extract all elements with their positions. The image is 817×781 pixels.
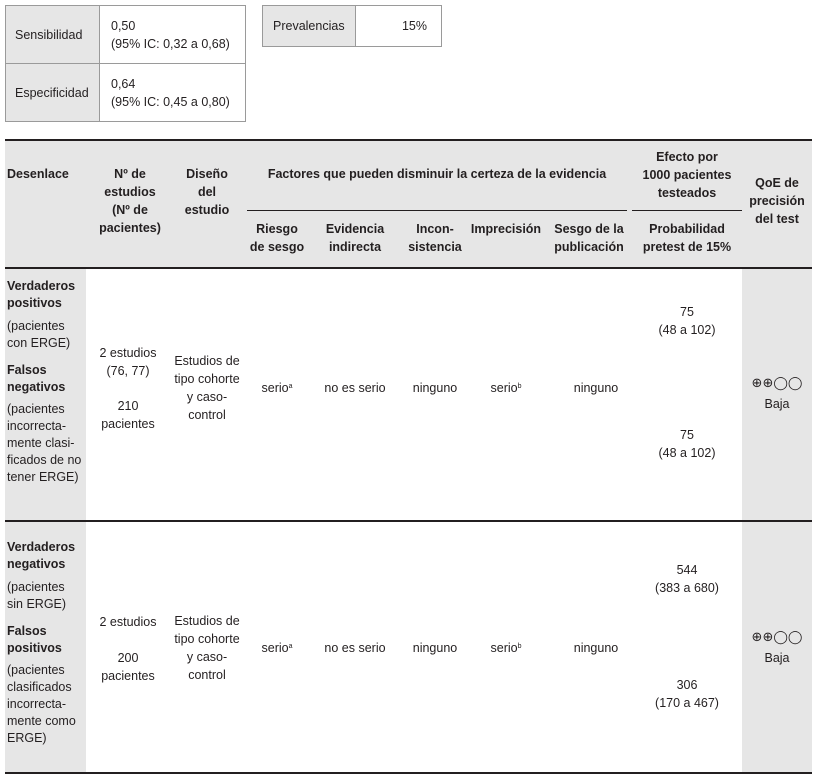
qoe-rating-icon: ⊕⊕◯◯	[751, 630, 803, 645]
row1-indirect: no es serio	[324, 381, 386, 395]
row1-design: Estudios de tipo cohorte y caso- control	[174, 354, 240, 422]
sensitivity-value: 0,50 (95% IC: 0,32 a 0,68)	[99, 5, 246, 64]
header-top-rule	[5, 139, 812, 141]
header-effect: Efecto por 1000 pacientes testeados	[642, 150, 732, 200]
row2-outcome: Verdaderos negativos (pacientes sin ERGE) Falsos positivos (pacientes clasificados incorrecta- mente como ERGE)	[7, 540, 76, 745]
row2-risk: serio$^a$	[261, 641, 293, 655]
header-qoe: QoE de precisión del test	[749, 176, 805, 226]
row1-studies: 2 estudios (76, 77) 210 pacientes	[99, 346, 157, 431]
header-inconsistency: Incon- sistencia	[408, 222, 462, 254]
row2-qoe: ⊕⊕◯◯ Baja	[742, 628, 812, 668]
header-publication: Sesgo de la publicación	[554, 222, 624, 254]
header-outcome: Desenlace	[7, 167, 69, 181]
effect-underline	[632, 210, 742, 211]
specificity-label: Especificidad	[5, 63, 100, 122]
header-factors: Factores que pueden disminuir la certeza de la evidencia	[267, 167, 607, 181]
header-pretest: Probabilidad pretest de 15%	[642, 222, 732, 254]
row1-outcome: Verdaderos positivos (pacientes con ERGE) Falsos negativos (pacientes incorrecta- mente clasi- ficados de no tener ERGE)	[7, 279, 82, 484]
header-indirect: Evidencia indirecta	[325, 222, 385, 254]
row2-studies: 2 estudios 200 pacientes	[99, 615, 157, 683]
row1-imprecision: serio$^b$	[490, 381, 522, 395]
row-separator	[5, 520, 812, 522]
row1-risk: serio$^a$	[261, 381, 293, 395]
row1-effect-b: 75 (48 a 102)	[658, 428, 716, 460]
row1-inconsistency: ninguno	[412, 381, 458, 395]
row2-effect-a: 544 (383 a 680)	[655, 563, 719, 595]
header-imprecision: Imprecisión	[470, 222, 542, 236]
sensitivity-label: Sensibilidad	[5, 5, 100, 64]
row2-inconsistency: ninguno	[412, 641, 458, 655]
qoe-rating-icon: ⊕⊕◯◯	[751, 376, 803, 391]
header-design: Diseño del estudio	[184, 167, 230, 217]
row2-imprecision: serio$^b$	[490, 641, 522, 655]
specificity-value: 0,64 (95% IC: 0,45 a 0,80)	[99, 63, 246, 122]
row2-indirect: no es serio	[324, 641, 386, 655]
factors-underline	[247, 210, 627, 211]
prevalence-label: Prevalencias	[262, 5, 356, 47]
header-studies: Nº de estudios (Nº de pacientes)	[99, 167, 161, 235]
row2-design: Estudios de tipo cohorte y caso- control	[174, 614, 240, 682]
row1-publication: ninguno	[573, 381, 619, 395]
table-bottom-rule	[5, 772, 812, 774]
row2-effect-b: 306 (170 a 467)	[655, 678, 719, 710]
header-risk: Riesgo de sesgo	[249, 222, 305, 254]
row1-qoe: ⊕⊕◯◯ Baja	[742, 374, 812, 414]
row1-effect-a: 75 (48 a 102)	[658, 305, 716, 337]
prevalence-value: 15%	[355, 5, 442, 47]
header-bottom-rule	[5, 267, 812, 269]
row2-publication: ninguno	[573, 641, 619, 655]
